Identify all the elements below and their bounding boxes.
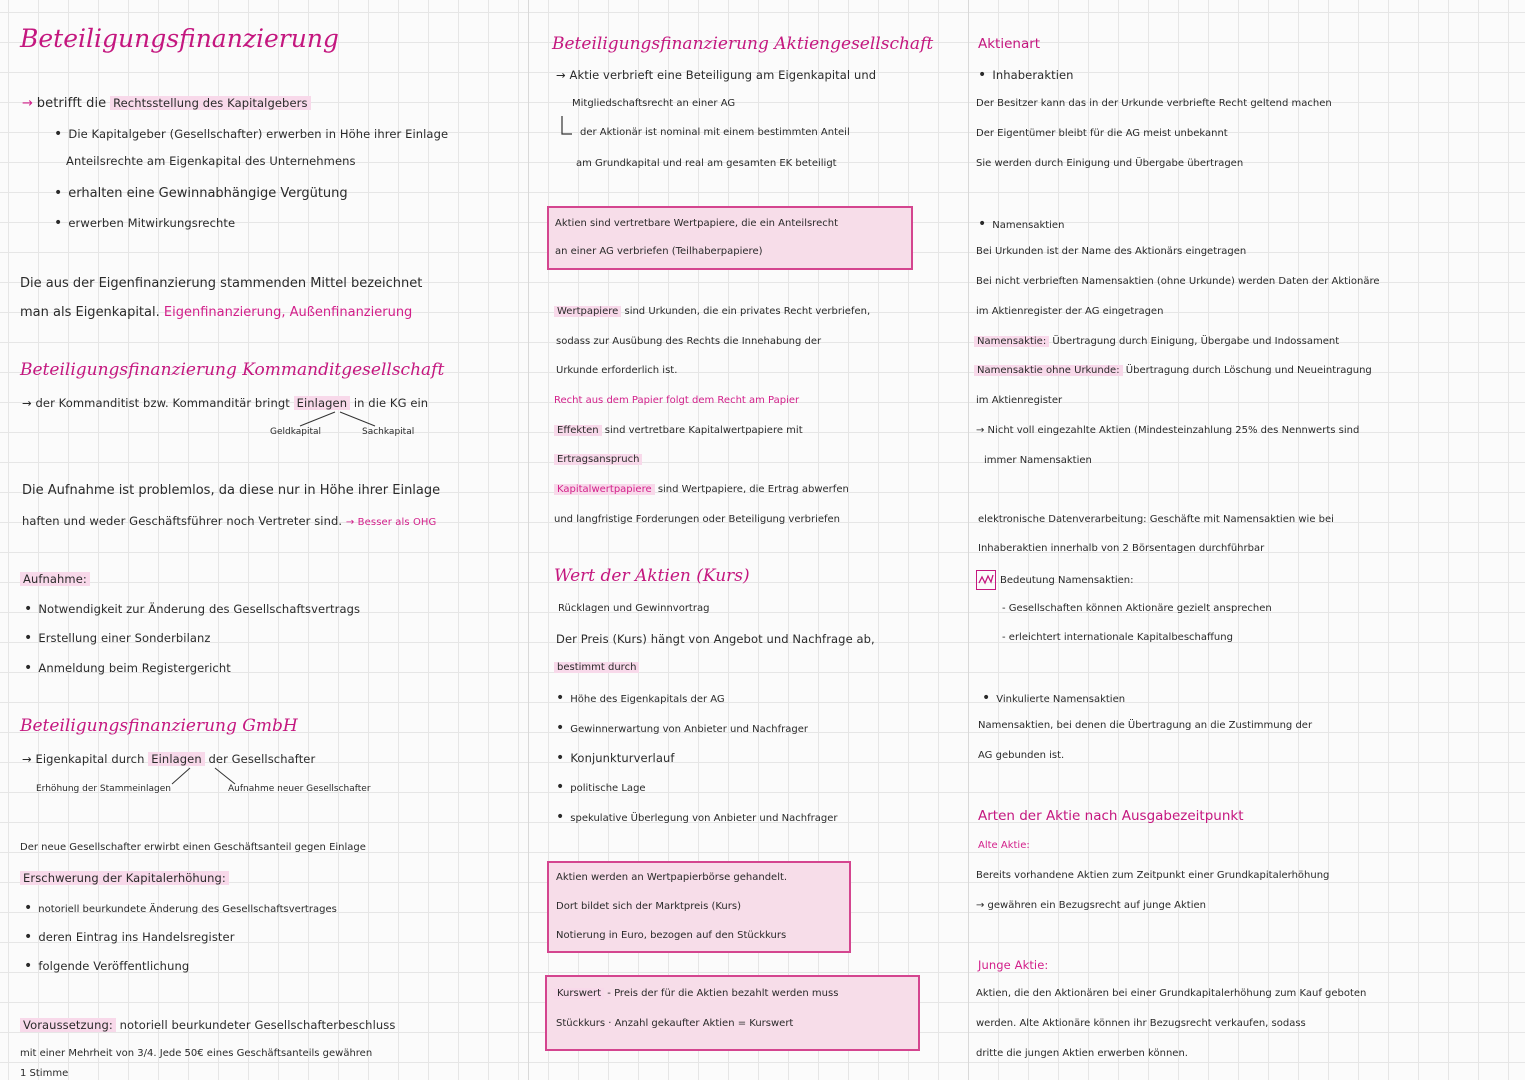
wert-bullet-3: • Konjunkturverlauf	[556, 750, 675, 766]
wert-bullet-4: • politische Lage	[556, 779, 646, 795]
vink-line-1: Namensaktien, bei denen die Übertragung an die Zustimmung der	[978, 720, 1313, 731]
boerse-line-3: Notierung in Euro, bezogen auf den Stückkurs	[556, 930, 787, 941]
gmbh-sub-neue-gesellschafter: Aufnahme neuer Gesellschafter	[228, 784, 371, 794]
ag-line-2: Mitgliedschaftsrecht an einer AG	[572, 98, 736, 109]
kg-para-1: Die Aufnahme ist problemlos, da diese nur in Höhe ihrer Einlage	[22, 483, 441, 498]
kg-para-2: haften und weder Geschäftsführer noch Vertreter sind. → Besser als OHG	[22, 514, 437, 528]
wp-line-8: und langfristige Forderungen oder Beteiligung verbriefen	[554, 514, 841, 525]
page-title: Beteiligungsfinanzierung	[20, 24, 339, 53]
kg-sub-sachkapital: Sachkapital	[362, 427, 415, 437]
gmbh-erschwerung-item-1: • notoriell beurkundete Änderung des Gesellschaftsvertrages	[24, 900, 337, 916]
wert-bullet-5: • spekulative Überlegung von Anbieter und Nachfrager	[556, 809, 837, 825]
wp-line-6: Ertragsanspruch	[554, 454, 642, 465]
column-right	[968, 0, 1525, 1080]
namens-line-2: Bei nicht verbrieften Namensaktien (ohne Urkunde) werden Daten der Aktionäre	[976, 276, 1380, 287]
eigen-line-2: man als Eigenkapital. Eigenfinanzierung, Außenfinanzierung	[20, 305, 413, 320]
kg-line-1: → der Kommanditist bzw. Kommanditär bringt Einlagen in die KG ein	[22, 396, 429, 410]
wp-line-7: Kapitalwertpapiere sind Wertpapiere, die Ertrag abwerfen	[554, 484, 849, 495]
wp-line-4: Recht aus dem Papier folgt dem Recht am Papier	[554, 395, 800, 406]
wert-bullet-2: • Gewinnerwartung von Anbieter und Nachfrager	[556, 720, 808, 736]
column-left	[0, 0, 528, 1080]
ag-box1-line-1: Aktien sind vertretbare Wertpapiere, die ein Anteilsrecht	[555, 218, 838, 229]
alte-line-2: → gewähren ein Bezugsrecht auf junge Aktien	[976, 900, 1206, 911]
kurswert-line-2: Stückkurs · Anzahl gekaufter Aktien = Kurswert	[556, 1018, 794, 1029]
wert-line-1: Rücklagen und Gewinnvortrag	[558, 603, 710, 614]
edv-line-2: Inhaberaktien innerhalb von 2 Börsentagen durchführbar	[978, 543, 1265, 554]
wp-line-5: Effekten sind vertretbare Kapitalwertpapiere mit	[554, 425, 803, 436]
gmbh-stimme: 1 Stimme	[20, 1068, 69, 1079]
intro-bullet-3: • erwerben Mitwirkungsrechte	[54, 215, 235, 231]
inhaber-line-3: Sie werden durch Einigung und Übergabe übertragen	[976, 158, 1244, 169]
namens-line-7: → Nicht voll eingezahlte Aktien (Mindesteinzahlung 25% des Nennwerts sind	[976, 425, 1360, 436]
kg-aufnahme-item-1: • Notwendigkeit zur Änderung des Gesellschaftsvertrags	[24, 601, 360, 617]
wert-heading: Wert der Aktien (Kurs)	[554, 566, 750, 586]
junge-line-1: Aktien, die den Aktionären bei einer Grundkapitalerhöhung zum Kauf geboten	[976, 988, 1367, 999]
namens-line-5: Namensaktie ohne Urkunde: Übertragung durch Löschung und Neueintragung	[974, 365, 1372, 376]
bedeutung-label: Bedeutung Namensaktien:	[976, 570, 1134, 590]
boerse-line-2: Dort bildet sich der Marktpreis (Kurs)	[556, 901, 741, 912]
ag-definition-box	[547, 206, 913, 270]
gmbh-erschwerung-label: Erschwerung der Kapitalerhöhung:	[20, 871, 229, 885]
namens-line-6: im Aktienregister	[976, 395, 1063, 406]
intro-bullet-2: • erhalten eine Gewinnabhängige Vergütung	[54, 185, 348, 201]
ag-heading: Beteiligungsfinanzierung Aktiengesellschaft	[552, 34, 934, 54]
kurswert-box	[545, 975, 920, 1051]
ag-line-3: der Aktionär ist nominal mit einem bestimmten Anteil	[580, 127, 850, 138]
inhaber-line-2: Der Eigentümer bleibt für die AG meist unbekannt	[976, 128, 1228, 139]
intro-bullet-1: • Die Kapitalgeber (Gesellschafter) erwerben in Höhe ihrer Einlage	[54, 126, 448, 142]
intro-bullet-1-cont: Anteilsrechte am Eigenkapital des Unternehmens	[66, 154, 356, 168]
kurswert-line-1: Kurswert - Preis der für die Aktien bezahlt werden muss	[554, 988, 838, 999]
namens-line-8: immer Namensaktien	[984, 455, 1092, 466]
junge-aktie-label: Junge Aktie:	[978, 958, 1049, 972]
kg-heading: Beteiligungsfinanzierung Kommanditgesellschaft	[20, 360, 445, 380]
bedeutung-item-2: - erleichtert internationale Kapitalbeschaffung	[1002, 632, 1233, 643]
gmbh-mehrheit: mit einer Mehrheit von 3/4. Jede 50€ eines Geschäftsanteils gewähren	[20, 1048, 373, 1059]
checkbox-icon	[976, 570, 996, 590]
wp-line-3: Urkunde erforderlich ist.	[556, 365, 678, 376]
namens-line-3: im Aktienregister der AG eingetragen	[976, 306, 1164, 317]
aktienart-heading: Aktienart	[978, 36, 1041, 52]
intro-line: → betrifft die Rechtsstellung des Kapitalgebers	[22, 96, 311, 111]
boerse-line-1: Aktien werden an Wertpapierbörse gehandelt.	[556, 872, 788, 883]
vinkulierte-label: • Vinkulierte Namensaktien	[982, 690, 1125, 706]
bedeutung-item-1: - Gesellschaften können Aktionäre gezielt ansprechen	[1002, 603, 1272, 614]
kg-sub-geldkapital: Geldkapital	[270, 427, 322, 437]
gmbh-erschwerung-item-2: • deren Eintrag ins Handelsregister	[24, 929, 235, 945]
gmbh-voraussetzung: Voraussetzung: notoriell beurkundeter Gesellschafterbeschluss	[20, 1018, 395, 1032]
vink-line-2: AG gebunden ist.	[978, 750, 1065, 761]
wert-line-2: Der Preis (Kurs) hängt von Angebot und Nachfrage ab,	[556, 632, 875, 646]
alte-line-1: Bereits vorhandene Aktien zum Zeitpunkt einer Grundkapitalerhöhung	[976, 870, 1330, 881]
inhaber-line-1: Der Besitzer kann das in der Urkunde verbriefte Recht geltend machen	[976, 98, 1332, 109]
wert-line-3: bestimmt durch	[554, 662, 639, 673]
kg-aufnahme-item-2: • Erstellung einer Sonderbilanz	[24, 630, 211, 646]
wp-line-2: sodass zur Ausübung des Rechts die Innehabung der	[556, 336, 822, 347]
junge-line-3: dritte die jungen Aktien erwerben können.	[976, 1048, 1188, 1059]
namensaktien-label: • Namensaktien	[978, 216, 1064, 232]
gmbh-para-1: Der neue Gesellschafter erwirbt einen Geschäftsanteil gegen Einlage	[20, 842, 366, 853]
eigen-line-1: Die aus der Eigenfinanzierung stammenden Mittel bezeichnet	[20, 276, 423, 291]
ag-line-1: → Aktie verbrieft eine Beteiligung am Eigenkapital und	[556, 68, 877, 82]
kg-aufnahme-label: Aufnahme:	[20, 572, 90, 586]
ag-line-4: am Grundkapital und real am gesamten EK beteiligt	[576, 158, 837, 169]
gmbh-erschwerung-item-3: • folgende Veröffentlichung	[24, 958, 189, 974]
ag-box1-line-2: an einer AG verbriefen (Teilhaberpapiere)	[555, 246, 763, 257]
namens-line-1: Bei Urkunden ist der Name des Aktionärs eingetragen	[976, 246, 1247, 257]
gmbh-branch-lines	[0, 0, 528, 1080]
gmbh-sub-stammeinlagen: Erhöhung der Stammeinlagen	[36, 784, 171, 794]
junge-line-2: werden. Alte Aktionäre können ihr Bezugsrecht verkaufen, sodass	[976, 1018, 1306, 1029]
kg-aufnahme-item-3: • Anmeldung beim Registergericht	[24, 660, 231, 676]
wert-bullet-1: • Höhe des Eigenkapitals der AG	[556, 690, 725, 706]
wp-line-1: Wertpapiere sind Urkunden, die ein privates Recht verbriefen,	[554, 306, 870, 317]
alte-aktie-label: Alte Aktie:	[978, 840, 1030, 851]
namens-line-4: Namensaktie: Übertragung durch Einigung, Übergabe und Indossament	[974, 336, 1339, 347]
column-middle	[528, 0, 968, 1080]
edv-line-1: elektronische Datenverarbeitung: Geschäfte mit Namensaktien wie bei	[978, 514, 1334, 525]
inhaberaktien-label: • Inhaberaktien	[978, 67, 1074, 83]
gmbh-line-1: → Eigenkapital durch Einlagen der Gesellschafter	[22, 752, 316, 766]
arten-heading: Arten der Aktie nach Ausgabezeitpunkt	[978, 808, 1244, 824]
gmbh-heading: Beteiligungsfinanzierung GmbH	[20, 716, 298, 736]
arrow-icon: →	[22, 96, 33, 111]
